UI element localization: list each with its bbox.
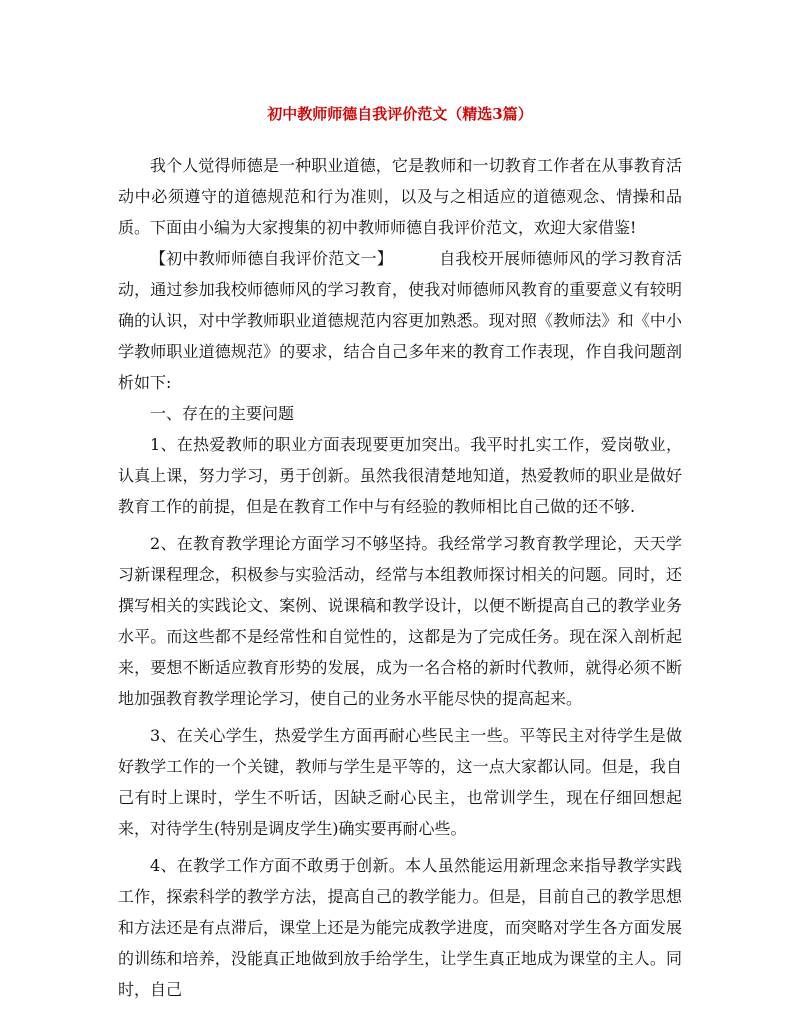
section1-label: 【初中教师师德自我评价范文一】	[150, 249, 393, 268]
problem-item-1: 1、在热爱教师的职业方面表现要更加突出。我平时扎实工作，爱岗敬业，认真上课，努力学习，勇于创新。虽然我很清楚地知道，热爱教师的职业是做好教育工作的前提，但是在教育工作中与有经验的教师相比自己做的还不够.	[118, 435, 682, 516]
document-body	[118, 150, 682, 1005]
section1-text: 自我校开展师德师风的学习教育活动，通过参加我校师德师风的学习教育，使我对师德师风教育的重要意义有较明确的认识，对中学教师职业道德规范内容更加熟悉。现对照《教师法》和《中小学教师职业道德规范》的要求，结合自己多年来的教育工作表现，作自我问题剖析如下:	[118, 249, 682, 392]
problem-item-2: 2、在教育教学理论方面学习不够坚持。我经常学习教育教学理论，天天学习新课程理念，积极参与实验活动，经常与本组教师探讨相关的问题。同时，还撰写相关的实践论文、案例、说课稿和教学设计，以便不断提高自己的教学业务水平。而这些都不是经常性和自觉性的，这都是为了完成任务。现在深入剖析起来，要想不断适应教育形势的发展，成为一名合格的新时代教师，就得必须不断地加强教育教学理论学习，使自己的业务水平能尽快的提高起来。	[118, 534, 682, 708]
document-title: 初中教师师德自我评价范文（精选3篇）	[267, 105, 533, 123]
section1-paragraph	[118, 243, 682, 398]
intro-paragraph: 我个人觉得师德是一种职业道德，它是教师和一切教育工作者在从事教育活动中必须遵守的道德规范和行为准则，以及与之相适应的道德观念、情操和品质。下面由小编为大家搜集的初中教师师德自我评价范文，欢迎大家借鉴!	[118, 156, 682, 237]
heading-main-problems: 一、存在的主要问题	[150, 404, 295, 423]
problem-item-4: 4、在教学工作方面不敢勇于创新。本人虽然能运用新理念来指导教学实践工作，探索科学的教学方法，提高自己的教学能力。但是，目前自己的教学思想和方法还是有点滞后，课堂上还是为能完成教学进度，而突略对学生各方面发展的训练和培养，没能真正地做到放手给学生，让学生真正地成为课堂的主人。同时，自己	[118, 856, 682, 999]
problem-item-3: 3、在关心学生，热爱学生方面再耐心些民主一些。平等民主对待学生是做好教学工作的一个关键，教师与学生是平等的，这一点大家都认同。但是，我自己有时上课时，学生不听话，因缺乏耐心民主，也常训学生，现在仔细回想起来，对待学生(特别是调皮学生)确实要再耐心些。	[118, 726, 682, 838]
